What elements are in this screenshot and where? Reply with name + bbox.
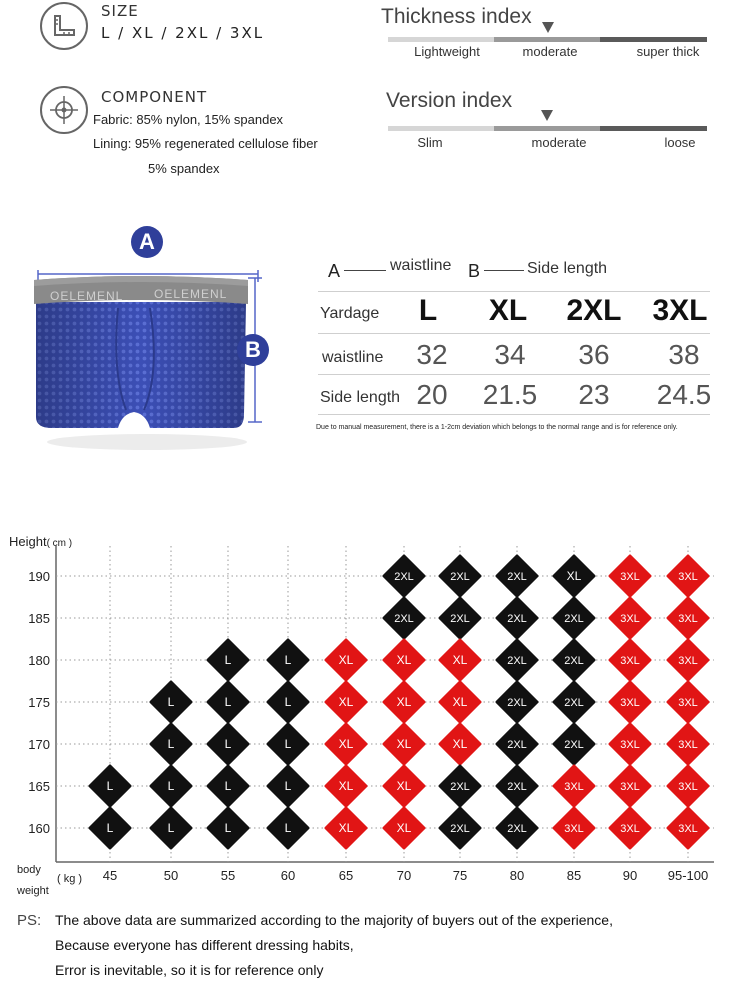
size-marker-label: 3XL <box>678 823 698 835</box>
table-line-2 <box>318 374 710 375</box>
x-tick-label: 70 <box>396 868 412 883</box>
size-marker-label: 2XL <box>450 613 470 625</box>
size-marker <box>497 598 537 638</box>
size-marker-label: XL <box>566 569 582 583</box>
y-axis-unit: ( cm ) <box>46 538 73 549</box>
x-tick-label: 55 <box>220 868 236 883</box>
size-marker <box>497 766 537 806</box>
size-marker-label: 3XL <box>620 613 640 625</box>
size-chart <box>0 540 750 890</box>
size-marker-label: 2XL <box>507 781 527 793</box>
size-marker-label: L <box>167 821 175 835</box>
size-marker <box>326 640 366 680</box>
table-header-size: L <box>418 294 438 327</box>
size-marker <box>440 598 480 638</box>
table-line-1 <box>318 333 710 334</box>
size-marker <box>384 808 424 848</box>
size-marker-label: XL <box>396 653 412 667</box>
size-marker <box>554 556 594 596</box>
size-marker <box>440 640 480 680</box>
version-label-moderate: moderate <box>531 135 587 150</box>
size-marker-label: 2XL <box>507 613 527 625</box>
waistband-brand-text-2: OELEMENL <box>154 287 228 301</box>
legend-a: A <box>328 261 341 281</box>
size-marker <box>497 808 537 848</box>
size-marker-label: L <box>284 737 292 751</box>
size-marker <box>440 556 480 596</box>
y-tick-label: 190 <box>28 569 50 584</box>
table-row-label-side-length: Side length <box>320 389 401 406</box>
size-marker-label: L <box>224 779 232 793</box>
size-marker <box>668 766 708 806</box>
legend-a-line <box>344 270 386 271</box>
size-marker-label: L <box>284 695 292 709</box>
size-marker-label: L <box>106 779 114 793</box>
table-header-yardage: Yardage <box>320 305 380 322</box>
size-marker <box>668 682 708 722</box>
x-tick-label: 90 <box>622 868 638 883</box>
y-tick-label: 160 <box>28 821 50 836</box>
version-index-title: Version index <box>386 89 513 112</box>
size-marker-label: 2XL <box>507 655 527 667</box>
size-marker-label: 2XL <box>450 823 470 835</box>
size-marker-label: XL <box>338 695 354 709</box>
size-marker <box>610 808 650 848</box>
version-marker <box>541 110 553 121</box>
legend-b-line <box>484 270 524 271</box>
ps-label: PS: <box>17 912 42 929</box>
x-tick-label: 95-100 <box>667 868 709 883</box>
legend-b-text: Side length <box>527 260 608 277</box>
size-marker <box>440 724 480 764</box>
size-marker <box>554 682 594 722</box>
y-tick-label: 175 <box>28 695 50 710</box>
size-marker <box>151 766 191 806</box>
size-marker <box>208 724 248 764</box>
size-marker <box>668 556 708 596</box>
size-marker-label: 3XL <box>620 823 640 835</box>
component-lining-spandex: 5% spandex <box>148 161 220 176</box>
size-marker-label: 2XL <box>507 823 527 835</box>
measurement-note: Due to manual measurement, there is a 1-2cm deviation which belongs to the normal range and is for reference only. <box>316 424 678 431</box>
size-marker <box>384 556 424 596</box>
x-axis-label-line1: body <box>17 864 41 876</box>
size-marker-label: L <box>224 737 232 751</box>
thickness-label-super-thick: super thick <box>636 44 700 59</box>
size-marker <box>90 808 130 848</box>
x-tick-label: 85 <box>566 868 582 883</box>
size-marker-label: L <box>284 653 292 667</box>
y-tick-label: 180 <box>28 653 50 668</box>
thickness-marker <box>542 22 554 33</box>
size-marker <box>208 682 248 722</box>
size-marker-label: 3XL <box>620 781 640 793</box>
size-marker <box>610 640 650 680</box>
size-marker-label: XL <box>338 737 354 751</box>
table-cell: 32 <box>416 339 448 370</box>
size-marker <box>384 598 424 638</box>
size-marker <box>554 766 594 806</box>
y-tick-label: 170 <box>28 737 50 752</box>
size-marker <box>326 724 366 764</box>
size-marker <box>610 766 650 806</box>
thickness-bar-moderate <box>494 37 600 42</box>
x-axis-label-line2: weight <box>17 885 49 897</box>
size-marker <box>208 766 248 806</box>
legend-a-text: waistline <box>390 257 452 274</box>
size-marker <box>268 682 308 722</box>
y-axis-title: Height <box>9 534 47 549</box>
size-marker-label: XL <box>396 695 412 709</box>
size-marker <box>668 808 708 848</box>
size-marker <box>268 766 308 806</box>
size-marker-label: L <box>167 779 175 793</box>
size-marker <box>497 682 537 722</box>
component-fabric: Fabric: 85% nylon, 15% spandex <box>93 112 284 127</box>
size-marker-label: L <box>224 653 232 667</box>
size-marker-label: XL <box>338 653 354 667</box>
size-marker <box>440 682 480 722</box>
size-marker-label: 2XL <box>564 655 584 667</box>
size-marker-label: XL <box>396 821 412 835</box>
size-marker <box>668 598 708 638</box>
component-header: COMPONENT <box>101 88 208 106</box>
size-marker-label: 2XL <box>507 739 527 751</box>
size-marker-label: 3XL <box>620 571 640 583</box>
size-marker <box>208 640 248 680</box>
marker-b: B <box>237 334 269 366</box>
size-marker-label: XL <box>338 779 354 793</box>
size-marker <box>326 682 366 722</box>
size-marker <box>384 640 424 680</box>
size-marker-label: 3XL <box>678 613 698 625</box>
size-marker <box>384 682 424 722</box>
size-marker <box>497 640 537 680</box>
marker-a: A <box>131 226 163 258</box>
size-marker-label: 3XL <box>678 655 698 667</box>
x-tick-label: 75 <box>452 868 468 883</box>
target-icon <box>40 86 88 134</box>
x-tick-label: 50 <box>163 868 179 883</box>
size-marker-label: XL <box>452 653 468 667</box>
size-marker-label: 3XL <box>678 697 698 709</box>
size-marker-label: XL <box>452 737 468 751</box>
size-marker-label: L <box>167 695 175 709</box>
size-marker <box>268 724 308 764</box>
size-marker <box>440 766 480 806</box>
size-marker <box>268 808 308 848</box>
y-tick-label: 185 <box>28 611 50 626</box>
size-values: L / XL / 2XL / 3XL <box>101 24 265 42</box>
size-marker <box>208 808 248 848</box>
table-cell: 23 <box>578 379 610 410</box>
table-line-3 <box>318 414 710 415</box>
table-cell: 24.5 <box>656 379 712 410</box>
size-marker-label: L <box>284 821 292 835</box>
size-marker-label: 2XL <box>564 739 584 751</box>
size-marker <box>151 724 191 764</box>
version-bar-slim <box>388 126 494 131</box>
table-cell: 20 <box>416 379 448 410</box>
thickness-bar-light <box>388 37 494 42</box>
table-cell: 38 <box>668 339 700 370</box>
size-marker-label: XL <box>338 821 354 835</box>
table-line-top <box>318 291 710 292</box>
size-marker-label: 3XL <box>620 739 640 751</box>
ps-line-1: The above data are summarized according to the majority of buyers out of the experience, <box>55 912 613 928</box>
size-marker-label: XL <box>396 737 412 751</box>
size-marker-label: 3XL <box>678 739 698 751</box>
size-marker-label: 3XL <box>620 697 640 709</box>
size-marker <box>668 640 708 680</box>
size-marker <box>151 682 191 722</box>
table-cell: 34 <box>494 339 526 370</box>
size-marker-label: 2XL <box>564 613 584 625</box>
size-marker-label: 2XL <box>450 781 470 793</box>
size-marker-label: 2XL <box>507 697 527 709</box>
ps-line-3: Error is inevitable, so it is for reference only <box>55 962 324 978</box>
x-tick-label: 60 <box>280 868 296 883</box>
table-header-size: 3XL <box>652 294 708 327</box>
size-marker-label: 2XL <box>564 697 584 709</box>
size-marker <box>440 808 480 848</box>
table-cell: 36 <box>578 339 610 370</box>
size-marker-label: L <box>284 779 292 793</box>
waistband-brand-text: OELEMENL <box>50 289 124 303</box>
size-marker <box>668 724 708 764</box>
size-marker <box>554 724 594 764</box>
size-marker <box>610 724 650 764</box>
size-marker-label: 2XL <box>394 571 414 583</box>
size-marker <box>90 766 130 806</box>
size-marker <box>554 598 594 638</box>
size-marker <box>610 556 650 596</box>
thickness-label-moderate: moderate <box>522 44 578 59</box>
size-marker-label: L <box>167 737 175 751</box>
size-marker <box>268 640 308 680</box>
table-header-size: 2XL <box>566 294 622 327</box>
size-marker-label: 3XL <box>564 823 584 835</box>
version-label-loose: loose <box>664 135 696 150</box>
size-marker-label: L <box>224 695 232 709</box>
size-marker-label: 3XL <box>564 781 584 793</box>
table-header-size: XL <box>488 294 528 327</box>
size-marker-label: 3XL <box>678 781 698 793</box>
size-marker-label: 2XL <box>507 571 527 583</box>
size-marker <box>326 808 366 848</box>
size-marker-label: XL <box>452 695 468 709</box>
thickness-label-lightweight: Lightweight <box>414 44 480 59</box>
size-marker <box>554 808 594 848</box>
size-marker <box>497 556 537 596</box>
version-label-slim: Slim <box>417 135 443 150</box>
size-marker <box>610 598 650 638</box>
table-row-label-waistline: waistline <box>322 349 384 366</box>
size-marker <box>326 766 366 806</box>
version-bar-moderate <box>494 126 600 131</box>
size-marker <box>384 766 424 806</box>
size-marker-label: XL <box>396 779 412 793</box>
version-bar-loose <box>600 126 707 131</box>
size-marker-label: 2XL <box>394 613 414 625</box>
ruler-icon <box>40 2 88 50</box>
ps-line-2: Because everyone has different dressing habits, <box>55 937 354 953</box>
x-axis-unit: ( kg ) <box>57 873 83 885</box>
y-tick-label: 165 <box>28 779 50 794</box>
size-marker <box>151 808 191 848</box>
size-marker-label: 3XL <box>620 655 640 667</box>
legend-b: B <box>468 261 481 281</box>
size-marker <box>384 724 424 764</box>
thickness-bar-thick <box>600 37 707 42</box>
table-cell: 21.5 <box>482 379 538 410</box>
x-tick-label: 80 <box>509 868 525 883</box>
x-tick-label: 65 <box>338 868 354 883</box>
component-lining: Lining: 95% regenerated cellulose fiber <box>93 136 318 151</box>
size-marker-label: 2XL <box>450 571 470 583</box>
size-marker-label: L <box>106 821 114 835</box>
size-marker <box>554 640 594 680</box>
size-marker <box>497 724 537 764</box>
size-marker-label: L <box>224 821 232 835</box>
thickness-index-title: Thickness index <box>381 5 532 28</box>
x-tick-label: 45 <box>102 868 118 883</box>
size-header: SIZE <box>101 2 139 20</box>
size-marker-label: 3XL <box>678 571 698 583</box>
size-marker <box>610 682 650 722</box>
